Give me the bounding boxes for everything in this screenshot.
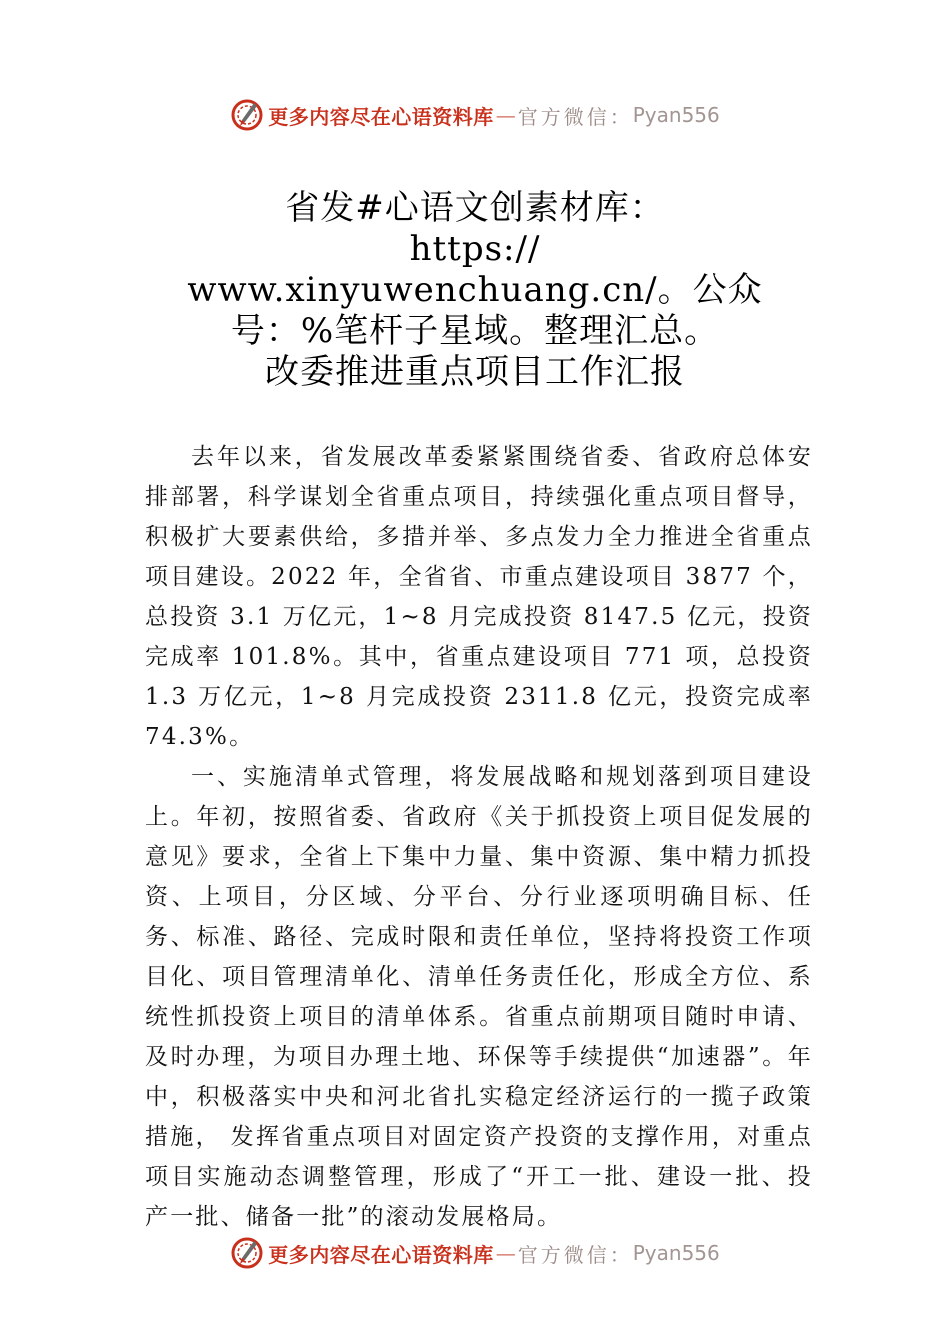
header-watermark-banner <box>0 95 950 135</box>
document-title <box>150 188 800 393</box>
title-line: www.xinyuwenchuang.cn/。公众 <box>187 270 763 310</box>
watermark-brand-text: 更多内容尽在心语资料库 <box>268 104 494 129</box>
watermark-wechat-label: 官方微信： <box>517 1242 633 1267</box>
watermark-separator: — <box>495 103 516 127</box>
watermark-separator: — <box>495 1241 516 1265</box>
watermark-wechat-id: Pyan556 <box>632 103 720 127</box>
title-line: 号：%笔杆子星域。整理汇总。 <box>230 311 720 351</box>
quill-seal-logo-icon <box>230 1236 264 1270</box>
watermark-wechat-label: 官方微信： <box>517 104 633 129</box>
body-paragraph: 一、实施清单式管理，将发展战略和规划落到项目建设上。年初，按照省委、省政府《关于抓投资上项目促发展的意见》要求，全省上下集中力量、集中资源、集中精力抓投资、上项目，分区域、分平台、分行业逐项明确目标、任务、标准、路径、完成时限和责任单位，坚持将投资工作项目化、项目管理清单化、清单任务责任化，形成全方位、系统性抓投资上项目的清单体系。省重点前期项目随时申请、及时办理，为项目办理土地、环保等手续提供“加速器”。年中，积极落实中央和河北省扎实稳定经济运行的一揽子政策措施， 发挥省重点项目对固定资产投资的支撑作用，对重点项目实施动态调整管理，形成了“开工一批、建设一批、投产一批、储备一批”的滚动发展格局。 <box>145 764 813 1230</box>
footer-watermark-banner <box>0 1233 950 1273</box>
watermark-brand-text: 更多内容尽在心语资料库 <box>268 1242 494 1267</box>
title-line: 改委推进重点项目工作汇报 <box>265 352 685 392</box>
title-line: https:// <box>409 229 541 269</box>
watermark-wechat-id: Pyan556 <box>632 1241 720 1265</box>
document-body <box>145 437 813 1237</box>
title-line: 省发#心语文创素材库： <box>285 188 665 228</box>
body-paragraph: 去年以来，省发展改革委紧紧围绕省委、省政府总体安排部署，科学谋划全省重点项目，持续强化重点项目督导， 积极扩大要素供给，多措并举、多点发力全力推进全省重点项目建设。2022 年，全省省、市重点建设项目 3877 个，总投资 3.1 万亿元，1~8 月完成投资 8147.5 亿元，投资完成率 101.8%。其中，省重点建设项目 771 项，总投资 1.3 万亿元，1~8 月完成投资 2311.8 亿元，投资完成率 74.3%。 <box>145 444 813 750</box>
quill-seal-logo-icon <box>230 98 264 132</box>
